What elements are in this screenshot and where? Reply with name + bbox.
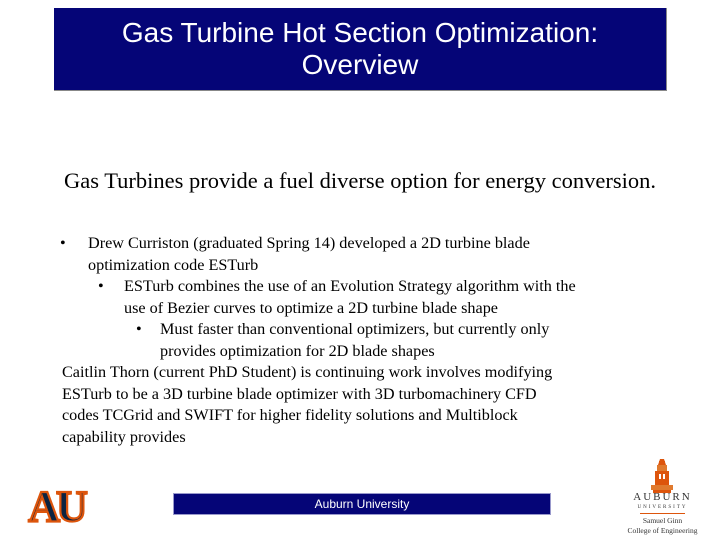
paragraph-line: Caitlin Thorn (current PhD Student) is continuing work involves modifying <box>62 363 553 381</box>
paragraph-line: capability provides <box>62 428 186 446</box>
slide-subtitle: Gas Turbines provide a fuel diverse option for energy conversion. <box>64 168 656 193</box>
footer-label: Auburn University <box>314 497 410 511</box>
footer-bar <box>173 493 551 515</box>
university-name: AUBURN <box>633 491 692 503</box>
slide-title-line-2: Overview <box>301 49 419 80</box>
paragraph-line: codes TCGrid and SWIFT for higher fidelity solutions and Multiblock <box>62 406 518 424</box>
logo-divider <box>640 513 685 514</box>
bullet-line: optimization code ESTurb <box>88 256 259 274</box>
slide-title-box <box>54 8 667 91</box>
au-logo-graphic <box>20 479 90 529</box>
university-sub: UNIVERSITY <box>637 505 688 510</box>
paragraph-line: ESTurb to be a 3D turbine blade optimizer with 3D turbomachinery CFD <box>62 385 537 403</box>
college-line-2: College of Engineering <box>627 526 698 535</box>
sub-bullet-marker: • <box>98 277 104 295</box>
sub-sub-bullet-line: Must faster than conventional optimizers, but currently only <box>160 320 550 338</box>
bullet-line: Drew Curriston (graduated Spring 14) developed a 2D turbine blade <box>88 234 530 252</box>
auburn-engineering-logo <box>610 455 715 540</box>
sub-sub-bullet-marker: • <box>136 320 142 338</box>
bullet-marker: • <box>60 234 66 252</box>
samford-tower-icon <box>610 455 715 495</box>
sub-bullet-line: use of Bezier curves to optimize a 2D turbine blade shape <box>124 299 498 317</box>
auburn-au-logo <box>20 479 90 529</box>
sub-sub-bullet-line: provides optimization for 2D blade shapes <box>160 342 435 360</box>
college-line-1: Samuel Ginn <box>642 516 683 525</box>
au-monogram: AU <box>28 482 84 529</box>
slide-title-line-1: Gas Turbine Hot Section Optimization: <box>121 17 599 48</box>
sub-bullet-line: ESTurb combines the use of an Evolution Strategy algorithm with the <box>124 277 576 295</box>
